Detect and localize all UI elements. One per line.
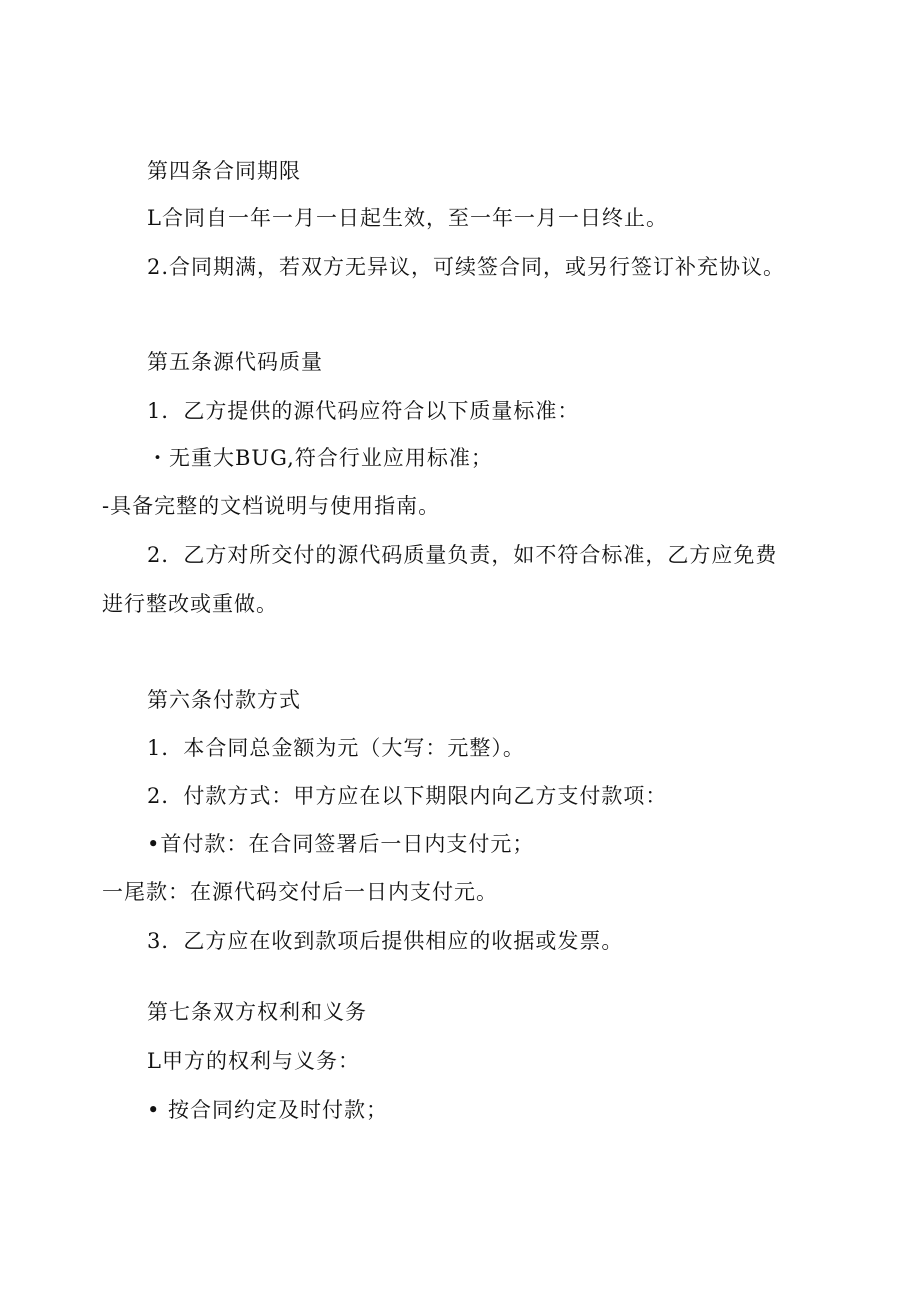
article-4-heading: 第四条合同期限 [147,159,301,183]
article-4-item-2: 2.合同期满，若双方无异议，可续签合同，或另行签订补充协议。 [147,255,786,279]
article-6-item-2: 2．付款方式：甲方应在以下期限内向乙方支付款项： [147,784,668,808]
article-5-heading: 第五条源代码质量 [147,350,323,374]
article-5-bullet-1: ・无重大BUG,符合行业应用标准； [147,446,493,470]
article-7-item-1: L甲方的权利与义务： [147,1049,360,1073]
article-5-item-2-line-1: 2．乙方对所交付的源代码质量负责，如不符合标准，乙方应免费 [147,543,778,567]
article-7-heading: 第七条双方权利和义务 [147,1000,367,1024]
article-7-bullet-1: • 按合同约定及时付款； [147,1098,389,1122]
article-5-bullet-2: -具备完整的文档说明与使用指南。 [102,494,441,518]
article-6-heading: 第六条付款方式 [147,688,301,712]
article-5-item-1: 1．乙方提供的源代码应符合以下质量标准： [147,399,580,423]
article-6-bullet-1: •首付款：在合同签署后一日内支付元； [147,832,535,856]
article-4-item-1: L合同自一年一月一日起生效，至一年一月一日终止。 [147,206,668,230]
article-6-item-3: 3．乙方应在收到款项后提供相应的收据或发票。 [147,929,624,953]
article-6-item-1: 1．本合同总金额为元（大写：元整）。 [147,736,525,760]
article-5-item-2-line-2: 进行整改或重做。 [102,592,278,616]
article-6-bullet-2: 一尾款：在源代码交付后一日内支付元。 [102,880,498,904]
